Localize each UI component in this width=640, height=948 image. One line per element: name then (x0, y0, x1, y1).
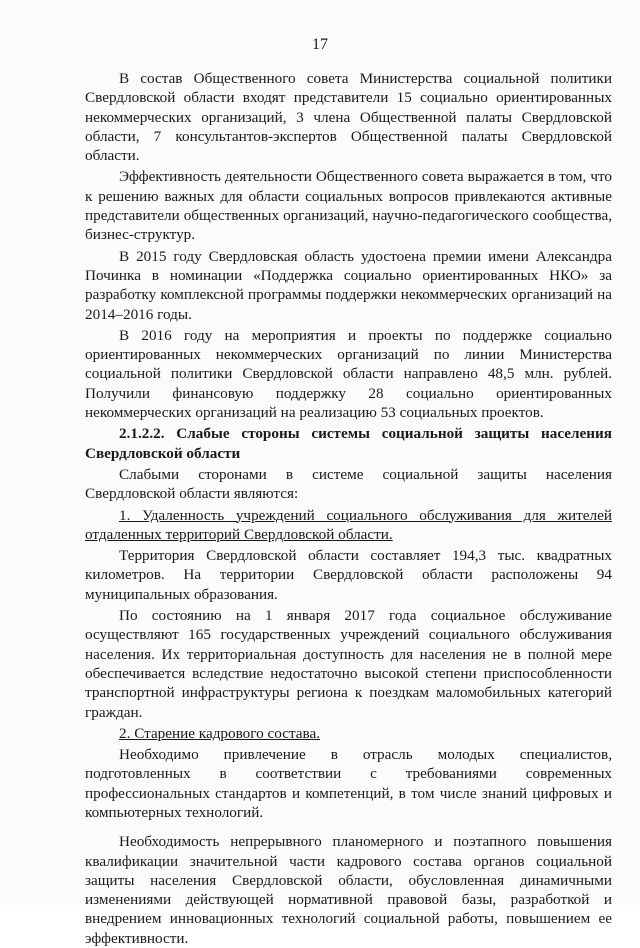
paragraph-council-efficiency: Эффективность деятельности Общественного совета выражается в том, что к решению важных для области социальных вопросов привлекаются активные представители общественных организаций, научно-педагогического сообщества, бизнес-структур. (85, 168, 612, 244)
paragraph-public-council: В состав Общественного совета Министерства социальной политики Свердловской области входят представители 15 социально ориентированных некоммерческих организаций, 3 члена Общественной палаты Свердловской области, 7 консультантов-экспертов Общественной палаты Свердловской области. (85, 70, 612, 165)
page-number: 17 (312, 36, 328, 53)
paragraph-institutions: По состоянию на 1 января 2017 года социальное обслуживание осуществляют 165 государственных учреждений социального обслуживания населения. Их территориальная доступность для населения не в полной мере обеспечивается вследствие недостаточно высокой степени приспособленности транспортной инфраструктуры региона к поездкам маломобильных категорий граждан. (85, 607, 612, 721)
paragraph-qualification: Необходимость непрерывного планомерного и поэтапного повышения квалификации значительной части кадрового состава органов социальной защиты населения Свердловской области, обусловленная динамичными изменениями действующей нормативной правовой базы, разработкой и внедрением инновационных технологий социальной работы, повышением ее эффективности. (85, 833, 612, 947)
weakness-1-heading: 1. Удаленность учреждений социального обслуживания для жителей отдаленных территорий Свердловской области. (85, 506, 612, 543)
paragraph-funding-2016: В 2016 году на мероприятия и проекты по поддержке социально ориентированных некоммерческих организаций по линии Министерства социальной политики Свердловской области направлено 48,5 млн. рублей. Получили финансовую поддержку 28 социально ориентированных некоммерческих организаций на реализацию 53 социальных проектов. (85, 326, 612, 422)
paragraph-young-specialists: Необходимо привлечение в отрасль молодых специалистов, подготовленных в соответствии с требованиями современных профессиональных стандартов и компетенций, в том числе знаний цифровых и компьютерных технологий. (85, 746, 612, 821)
paragraph-award-2015: В 2015 году Свердловская область удостоена премии имени Александра Починка в номинации «Поддержка социально ориентированных НКО» за разработку комплексной программы поддержки некоммерческих организаций на 2014–2016 годы. (85, 247, 612, 323)
section-heading: 2.1.2.2. Слабые стороны системы социальной защиты населения Свердловской области (85, 425, 612, 462)
weakness-2-heading: 2. Старение кадрового состава. (119, 724, 321, 742)
document-body (85, 69, 612, 948)
paragraph-territory: Территория Свердловской области составляет 194,3 тыс. квадратных километров. На территории Свердловской области расположены 94 муниципальных образования. (85, 547, 612, 603)
weaknesses-intro: Слабыми сторонами в системе социальной защиты населения Свердловской области являются: (85, 465, 612, 503)
